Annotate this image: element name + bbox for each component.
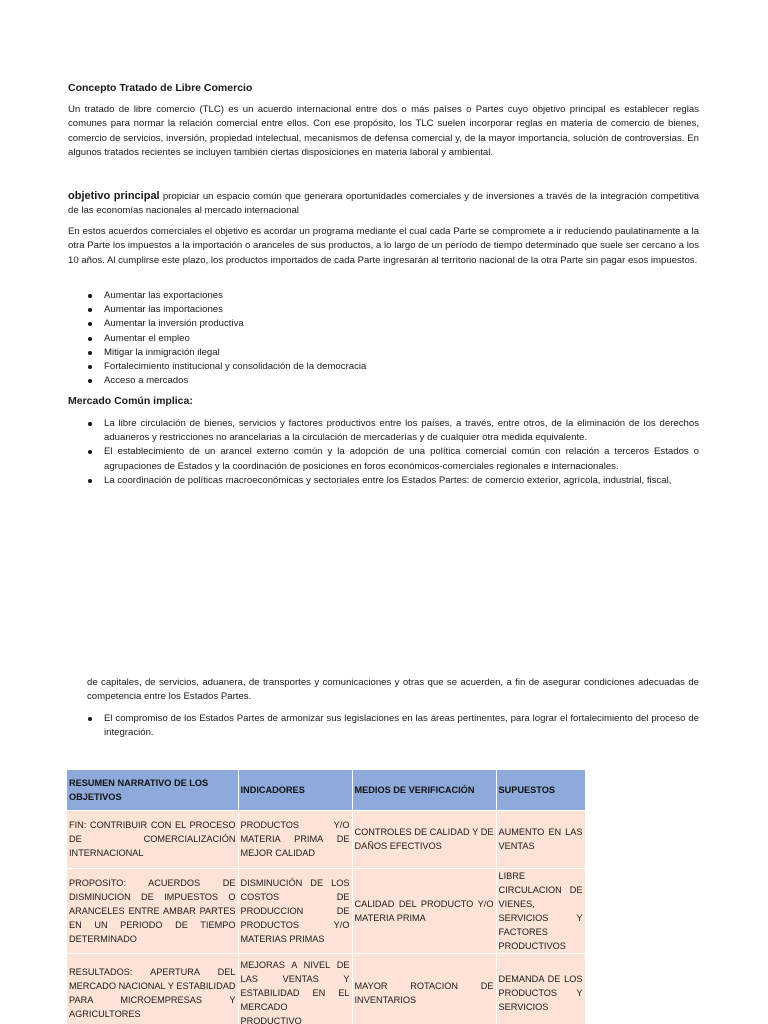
table-cell: AUMENTO EN LAS VENTAS xyxy=(496,810,585,868)
table-row xyxy=(67,953,585,1024)
logical-framework-table xyxy=(67,770,586,1024)
table-cell: MEJORAS A NIVEL DE LAS VENTAS Y ESTABILIDAD EN EL MERCADO PRODUCTIVO xyxy=(238,953,352,1024)
table-cell: RESULTADOS: APERTURA DEL MERCADO NACIONAL Y ESTABILIDAD PARA MICROEMPRESAS Y AGRICULTORES xyxy=(67,953,238,1024)
table-header-cell: RESUMEN NARRATIVO DE LOS OBJETIVOS xyxy=(67,770,238,810)
table-header-cell: INDICADORES xyxy=(238,770,352,810)
table-cell: PRODUCTOS Y/O MATERIA PRIMA DE MEJOR CALIDAD xyxy=(238,810,352,868)
table-cell: MAYOR ROTACION DE INVENTARIOS xyxy=(352,953,496,1024)
list-item: Fortalecimiento institucional y consolidación de la democracia xyxy=(88,360,699,374)
objective-lead: objetivo principal xyxy=(68,190,160,202)
objectives-list xyxy=(88,289,699,388)
list-item: Aumentar el empleo xyxy=(88,332,699,346)
list-item: Mitigar la inmigración ilegal xyxy=(88,346,699,360)
list-item: Aumentar las importaciones xyxy=(88,303,699,317)
section-title-mercado: Mercado Común implica: xyxy=(68,395,193,407)
list-item: La coordinación de políticas macroeconómicas y sectoriales entre los Estados Partes: de comercio exterior, agrícola, industrial, fiscal, xyxy=(88,474,699,488)
table-row xyxy=(67,868,585,953)
list-item: Aumentar las exportaciones xyxy=(88,289,699,303)
table-cell: FIN: CONTRIBUIR CON EL PROCESO DE COMERCIALIZACIÓN INTERNACIONAL xyxy=(67,810,238,868)
table-header-cell: MEDIOS DE VERIFICACIÓN xyxy=(352,770,496,810)
table-cell: CALIDAD DEL PRODUCTO Y/O MATERIA PRIMA xyxy=(352,868,496,953)
intro-paragraph: Un tratado de libre comercio (TLC) es un acuerdo internacional entre dos o más países o Partes cuyo objetivo principal es establecer reglas comunes para normar la relación comercial entre ellos. Con ese propósito, los TLC suelen incorporar reglas en materia de comercio de bienes, comercio de servicios, inversión, propiedad intelectual, mecanismos de defensa comercial y, de la mayor importancia, solución de controversias. En algunos tratados recientes se incluyen también ciertas disposiciones en materia laboral y ambiental. xyxy=(68,104,699,159)
continuation-paragraph: de capitales, de servicios, aduanera, de transportes y comunicaciones y otras que se acuerden, a fin de asegurar condiciones adecuadas de competencia entre los Estados Partes. xyxy=(87,677,699,703)
list-item: El compromiso de los Estados Partes de armonizar sus legislaciones en las áreas pertinentes, para lograr el fortalecimiento del proceso de integración. xyxy=(88,712,699,740)
objective-paragraph xyxy=(68,189,699,219)
list-item: La libre circulación de bienes, servicios y factores productivos entre los países, a través, entre otros, de la eliminación de los derechos aduaneros y restricciones no arancelarias a la circulación de mercaderías y de cualquier otra medida equivalente. xyxy=(88,417,699,445)
list-item: Aumentar la inversión productiva xyxy=(88,317,699,331)
mercado-list xyxy=(88,417,699,488)
table-cell: PROPOSITO: ACUERDOS DE DISMINUCION DE IMPUESTOS O ARANCELES ENTRE AMBAR PARTES EN UN PERIODO DE TIEMPO DETERMINADO xyxy=(67,868,238,953)
table-header-cell: SUPUESTOS xyxy=(496,770,585,810)
program-paragraph: En estos acuerdos comerciales el objetivo es acordar un programa mediante el cual cada Parte se compromete a ir reduciendo paulatinamente a la otra Parte los impuestos a la importación o aranceles de sus productos, a lo largo de un período de tiempo determinado que suele ser cercano a los 10 años. Al cumplirse este plazo, los productos importados de cada Parte ingresarán al territorio nacional de la otra Parte sin pagar esos impuestos. xyxy=(68,226,699,266)
compromiso-list xyxy=(88,712,699,740)
list-item: El establecimiento de un arancel externo común y la adopción de una política comercial común con relación a terceros Estados o agrupaciones de Estados y la coordinación de posiciones en foros económicos-comerciales regionales e internacionales. xyxy=(88,445,699,473)
objective-text: propiciar un espacio común que generara oportunidades comerciales y de inversiones a través de la integración competitiva de las economías nacionales al mercado internacional xyxy=(68,191,699,217)
section-title-tlc: Concepto Tratado de Libre Comercio xyxy=(68,82,253,94)
table-cell: CONTROLES DE CALIDAD Y DE DAÑOS EFECTIVOS xyxy=(352,810,496,868)
table-cell: LIBRE CIRCULACION DE VIENES, SERVICIOS Y FACTORES PRODUCTIVOS xyxy=(496,868,585,953)
list-item: Acceso a mercados xyxy=(88,374,699,388)
table-header-row xyxy=(67,770,585,810)
table-cell: DISMINUCIÓN DE LOS COSTOS DE PRODUCCION DE PRODUCTOS Y/O MATERIAS PRIMAS xyxy=(238,868,352,953)
table-row xyxy=(67,810,585,868)
table-cell: DEMANDA DE LOS PRODUCTOS Y SERVICIOS xyxy=(496,953,585,1024)
